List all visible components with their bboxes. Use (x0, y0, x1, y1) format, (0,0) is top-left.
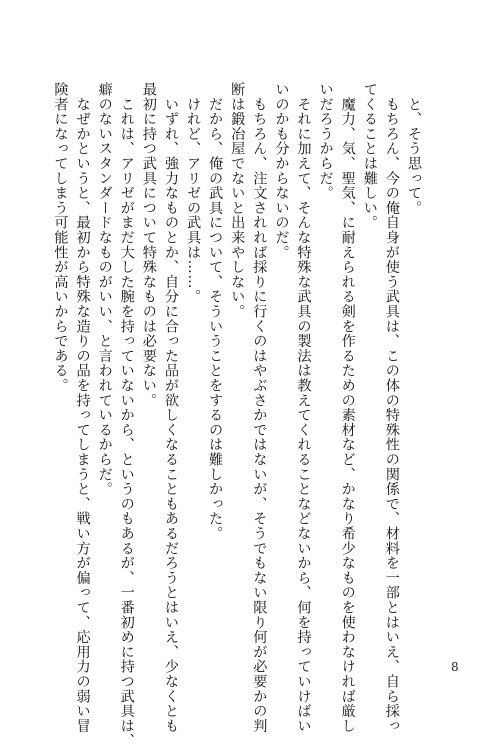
text-line: もちろん、今の俺自身が使う武具は、この体の特殊性の関係で、材料を一部とはいえ、自ら採っ (383, 82, 400, 734)
text-line: と、そう思って。 (406, 82, 422, 216)
text-line: 癖のないスタンダードなものがいい、と言われているからだ。 (96, 82, 113, 497)
text-line: 険者になってしまう可能性が高いからである。 (52, 82, 69, 393)
text-line: けれど、アリゼの武具は……。 (185, 82, 202, 304)
text-line: だから、俺の武具について、そういうことをするのは難しかった。 (207, 82, 224, 541)
text-line: てくることは難しい。 (361, 82, 378, 230)
vertical-text-body (52, 82, 425, 748)
text-line: これは、アリゼがまだ大した腕を持っていないから、というのもあるが、一番初めに持つ武具は、 (118, 82, 135, 748)
text-line: いだろうからだ。 (317, 82, 334, 201)
page-number: 8 (451, 660, 459, 674)
text-line: それに加えて、そんな特殊な武具の製法は教えてくれることなどないから、何を持っていけばい (295, 82, 312, 734)
text-line: 魔力、気、聖気、に耐えられる剣を作るための素材など、かなり希少なものを使わなければ厳し (339, 82, 356, 734)
text-line: 断は鍛冶屋でないと出来やしない。 (229, 82, 246, 319)
text-line: いずれ、強力なものとか、自分に合った品が欲しくなることもあるだろうとはいえ、少なくとも (162, 82, 179, 734)
text-line: なぜかというと、最初から特殊な造りの品を持ってしまうと、戦い方が偏って、応用力の弱い冒 (74, 82, 91, 734)
text-line: 最初に持つ武具について特殊なものは必要ない。 (140, 82, 157, 408)
text-line: いのかも分からないのだ。 (273, 82, 290, 260)
text-line: もちろん、注文されれば採りに行くのはやぶさかではないが、そうでもない限り何が必要かの判 (251, 82, 268, 734)
